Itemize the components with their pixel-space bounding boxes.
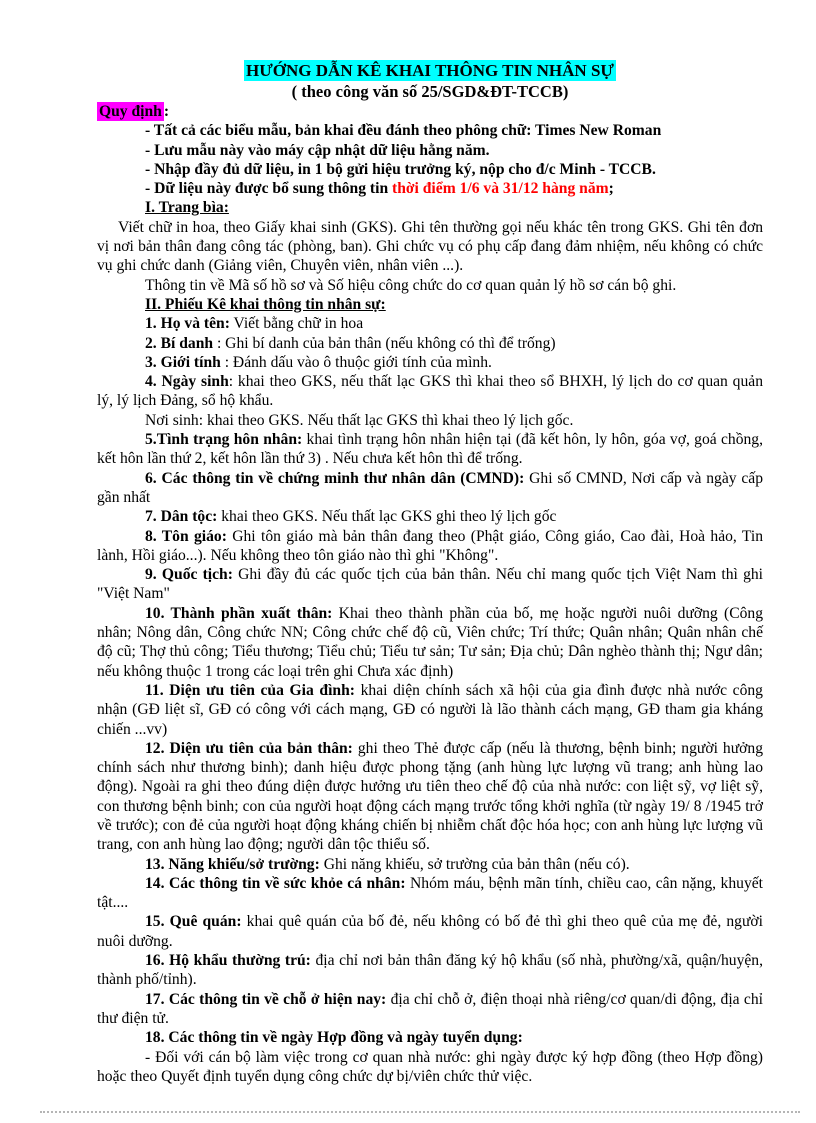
document-subtitle: ( theo công văn số 25/SGD&ĐT-TCCB) xyxy=(291,82,569,101)
item-8 xyxy=(97,527,763,566)
section1-paragraph-2: Thông tin về Mã số hồ sơ và Số hiệu công chức do cơ quan quản lý hồ sơ cán bộ ghi. xyxy=(145,276,677,294)
rule-item-3: - Nhập đầy đủ dữ liệu, in 1 bộ gửi hiệu trưởng ký, nộp cho đ/c Minh - TCCB. xyxy=(145,160,656,178)
item-18-sub-note: - Đối với cán bộ làm việc trong cơ quan nhà nước: ghi ngày được ký hợp đồng (theo Hợp đồng) hoặc theo Quyết định tuyển dụng công chức dự bị/viên chức thử việc. xyxy=(97,1048,763,1085)
rule-item-1: - Tất cả các biểu mẫu, bản khai đều đánh theo phông chữ: Times New Roman xyxy=(145,122,662,140)
item-17-text: địa chỉ chỗ ở, điện thoại nhà riêng/cơ quan/di động, địa chỉ thư điện tử. xyxy=(97,990,763,1027)
item-4-label: 4. Ngày sinh xyxy=(145,373,229,391)
item-4 xyxy=(97,372,763,411)
item-7 xyxy=(97,507,763,526)
item-9-text: Ghi đầy đủ các quốc tịch của bản thân. Nếu chỉ mang quốc tịch Việt Nam thì ghi "Việt Nam" xyxy=(97,566,763,603)
document-page xyxy=(97,60,763,1086)
item-6-text: Ghi số CMND, Nơi cấp và ngày cấp gần nhất xyxy=(97,469,763,506)
rules-label-line xyxy=(97,102,763,121)
item-14 xyxy=(97,874,763,913)
item-3 xyxy=(97,353,763,372)
item-5-label: 5.Tình trạng hôn nhân: xyxy=(145,431,303,449)
document-title: HƯỚNG DẪN KÊ KHAI THÔNG TIN NHÂN SỰ xyxy=(246,61,614,80)
item-2-text: : Ghi bí danh của bản thân (nếu không có thì để trống) xyxy=(213,334,556,352)
page-break-divider xyxy=(40,1111,800,1113)
rule-item-4-prefix: - Dữ liệu này được bổ sung thông tin xyxy=(145,180,393,198)
item-10 xyxy=(97,604,763,681)
rules-label: Quy định xyxy=(99,103,162,120)
item-3-label: 3. Giới tính xyxy=(145,353,221,371)
item-1 xyxy=(97,314,763,333)
item-7-text: khai theo GKS. Nếu thất lạc GKS ghi theo lý lịch gốc xyxy=(217,508,557,526)
item-13-text: Ghi năng khiếu, sở trường của bản thân (nếu có). xyxy=(319,855,630,873)
document-title-line xyxy=(97,60,763,81)
item-8-text: Ghi tôn giáo mà bản thân đang theo (Phật giáo, Công giáo, Cao đài, Hoà hảo, Tin lành, Hồi giáo...). Nếu không theo tôn giáo nào thì ghi "Không". xyxy=(97,527,764,564)
section1-heading-line xyxy=(97,198,763,217)
item-10-text: Khai theo thành phần của bố, mẹ hoặc người nuôi dưỡng (Công nhân; Nông dân, Công chức NN; Công chức chế độ cũ, Viên chức; Trí thức; Quân nhân; Quân nhân chế độ cũ; Thợ thủ công; Tiểu thương; Tiểu chủ; Tiểu tư sản; Tư sản; Địa chủ; Dân nghèo thành thị; Ngư dân; nếu không thuộc 1 trong các loại trên ghi Chưa xác định) xyxy=(97,604,764,680)
item-4-text: : khai theo GKS, nếu thất lạc GKS thì khai theo sổ BHXH, lý lịch do cơ quan quản lý, lý lịch Đảng, sổ hộ khẩu. xyxy=(97,373,763,410)
item-11 xyxy=(97,681,763,739)
item-14-text: Nhóm máu, bệnh mãn tính, chiều cao, cân nặng, khuyết tật.... xyxy=(97,874,764,912)
item-17-label: 17. Các thông tin về chỗ ở hiện nay: xyxy=(145,990,387,1008)
item-11-label: 11. Diện ưu tiên của Gia đình: xyxy=(145,681,355,699)
item-15-label: 15. Quê quán: xyxy=(145,913,242,931)
item-10-label: 10. Thành phần xuất thân: xyxy=(145,604,333,622)
item-1-label: 1. Họ và tên: xyxy=(145,315,230,333)
rule-item-4-suffix: ; xyxy=(608,180,614,198)
item-14-label: 14. Các thông tin về sức khỏe cá nhân: xyxy=(145,874,406,892)
item-2 xyxy=(97,334,763,353)
item-2-label: 2. Bí danh xyxy=(145,334,214,352)
item-18-label: 18. Các thông tin về ngày Hợp đồng và ngày tuyển dụng: xyxy=(145,1029,523,1047)
section2-heading-line xyxy=(97,295,763,314)
item-16-label: 16. Hộ khẩu thường trú: xyxy=(145,952,311,970)
item-13 xyxy=(97,855,763,874)
item-11-text: khai diện chính sách xã hội của gia đình được nhà nước công nhận (GĐ liệt sĩ, GĐ có công với cách mạng, GĐ có người là lão thành cách mạng, GĐ tham gia kháng chiến ...vv) xyxy=(97,681,763,738)
item-12-text: ghi theo Thẻ được cấp (nếu là thương, bệnh binh; người hưởng chính sách như thương binh); danh hiệu được phong tặng (anh hùng lực lượng vũ trang; anh hùng lao động). Ngoài ra ghi theo đúng diện được hưởng ưu tiên theo chế độ của nhà nước: con liệt sỹ, vợ liệt sỹ, con thương bệnh binh; con của người hoạt động cách mạng trước tổng khởi nghĩa (từ ngày 19/ 8 /1945 trở về trước); con đẻ của người hoạt động kháng chiến bị nhiễm chất độc hóa học; con anh hùng lực lượng vũ trang, con anh hùng lao động; người dân tộc thiểu số. xyxy=(97,739,763,854)
section2-heading: II. Phiếu Kê khai thông tin nhân sự: xyxy=(145,295,386,313)
item-15-text: khai quê quán của bố đẻ, nếu không có bố đẻ thì ghi theo quê của mẹ đẻ, người nuôi dưỡng. xyxy=(97,913,763,950)
rule-item-4-deadline: thời điểm 1/6 và 31/12 hàng năm xyxy=(392,180,609,198)
rule-item-2: - Lưu mẫu này vào máy cập nhật dữ liệu hằng năm. xyxy=(145,141,490,159)
item-6-label: 6. Các thông tin về chứng minh thư nhân dân (CMND): xyxy=(145,469,525,487)
item-12-label: 12. Diện ưu tiên của bản thân: xyxy=(145,739,353,757)
rule-item-4 xyxy=(97,179,763,198)
item-13-label: 13. Năng khiếu/sở trường: xyxy=(145,855,320,873)
item-7-label: 7. Dân tộc: xyxy=(145,508,218,526)
item-16 xyxy=(97,951,763,990)
rules-label-colon: : xyxy=(163,103,170,120)
item-15 xyxy=(97,912,763,951)
item-9 xyxy=(97,565,763,604)
item-17 xyxy=(97,990,763,1029)
item-3-text: : Đánh dấu vào ô thuộc giới tính của mình. xyxy=(220,353,492,371)
item-18 xyxy=(97,1028,763,1047)
item-6 xyxy=(97,469,763,508)
item-16-text: địa chỉ nơi bản thân đăng ký hộ khẩu (số nhà, phường/xã, quận/huyện, thành phố/tỉnh). xyxy=(97,952,763,989)
item-12 xyxy=(97,739,763,855)
item-8-label: 8. Tôn giáo: xyxy=(145,527,227,545)
item-9-label: 9. Quốc tịch: xyxy=(145,566,233,584)
item-1-text: Viết bằng chữ in hoa xyxy=(229,315,364,333)
section1-paragraph-1: Viết chữ in hoa, theo Giấy khai sinh (GKS). Ghi tên thường gọi nếu khác tên trong GKS. Ghi tên đơn vị nơi bản thân đang công tác (phòng, ban). Ghi chức vụ có phụ cấp đang đảm nhiệm, nếu không có chức vụ ghi chức danh (Giảng viên, Chuyên viên, nhân viên ...). xyxy=(97,218,763,275)
section1-heading: I. Trang bìa: xyxy=(145,199,229,217)
item-5-text: khai tình trạng hôn nhân hiện tại (đã kết hôn, ly hôn, góa vợ, goá chồng, kết hôn lần thứ 2, kết hôn lần thứ 3) . Nếu chưa kết hôn thì để trống. xyxy=(97,431,763,468)
item-5 xyxy=(97,430,763,469)
birthplace-note: Nơi sinh: khai theo GKS. Nếu thất lạc GKS thì khai theo lý lịch gốc. xyxy=(145,411,574,429)
